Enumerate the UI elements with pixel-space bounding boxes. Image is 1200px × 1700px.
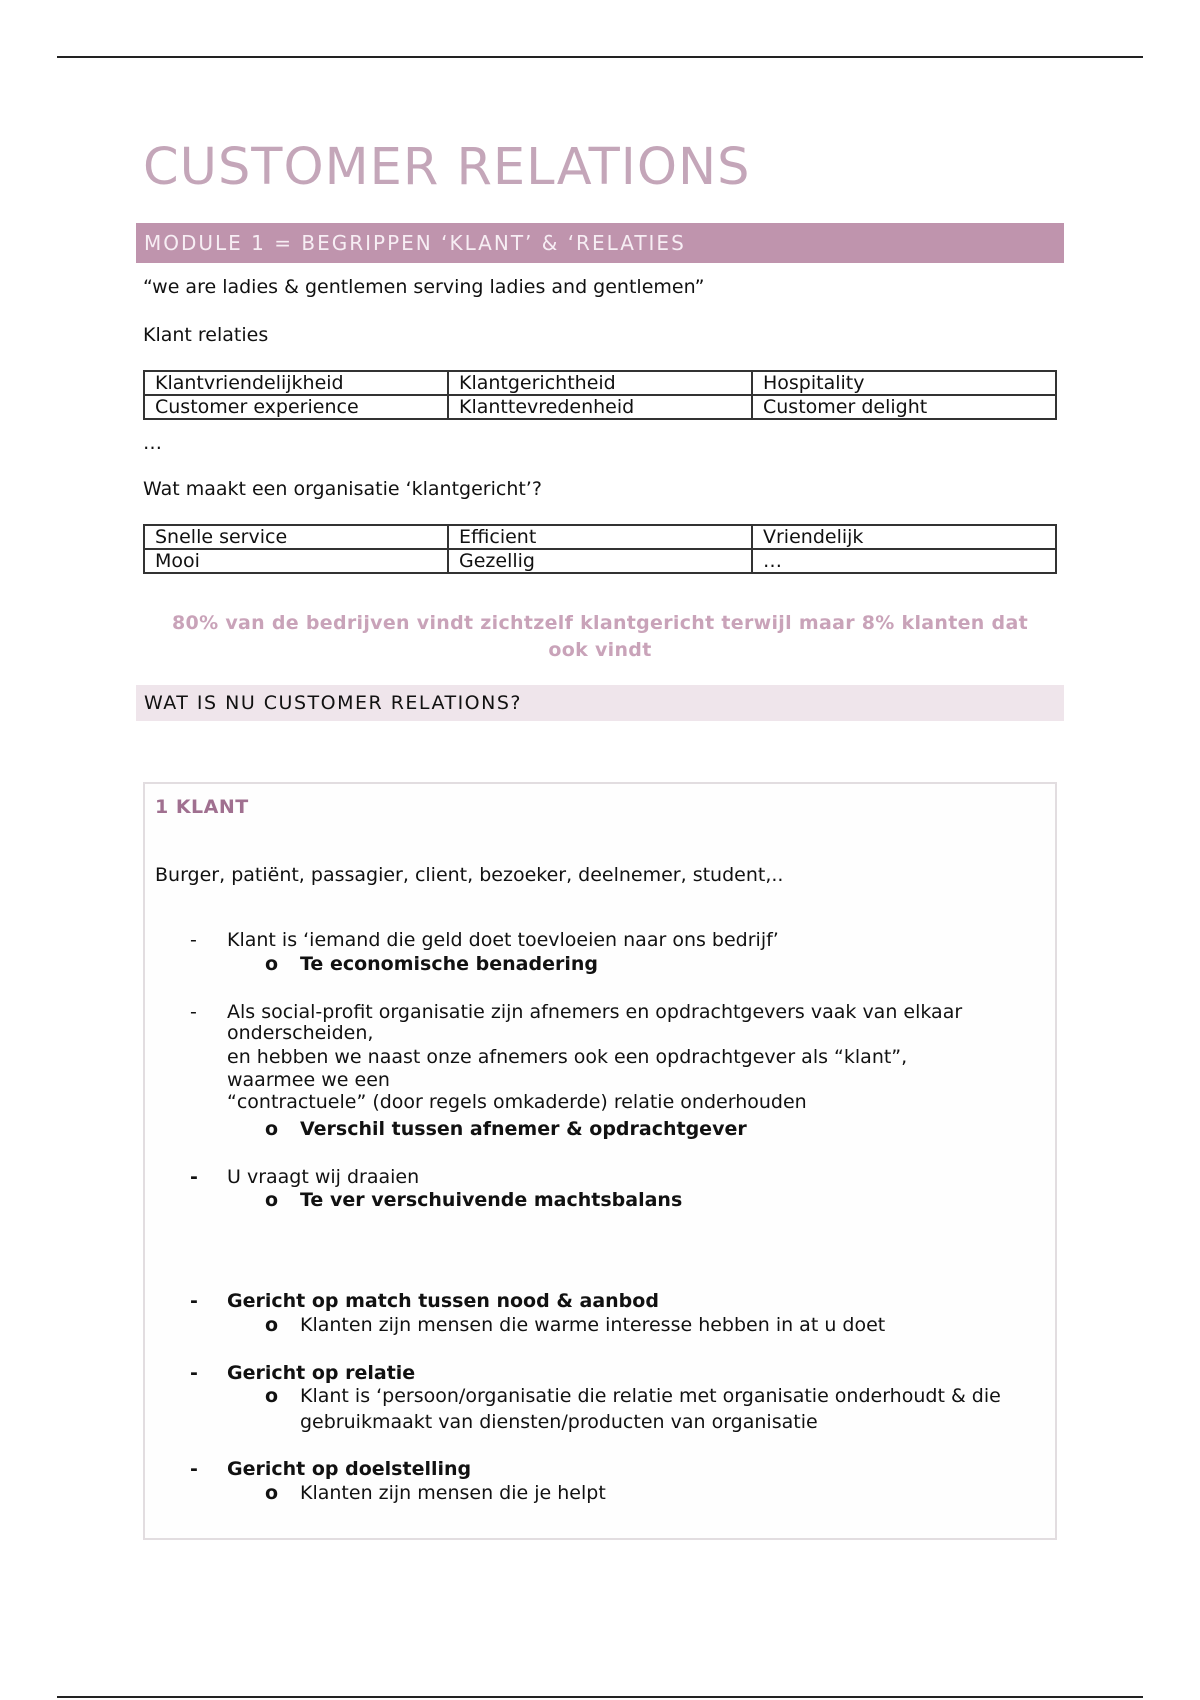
sub-item: Klant is ‘persoon/organisatie die relatie met organisatie onderhoudt & die: [300, 1385, 1001, 1407]
sub-bullet: o: [265, 1385, 279, 1407]
table-row: [144, 371, 1056, 395]
sub-bullet: o: [265, 1189, 279, 1211]
dash-bullet: -: [190, 1001, 197, 1023]
bottom-rule: [57, 1696, 1143, 1698]
table-row: [144, 525, 1056, 549]
table-row: [144, 549, 1056, 573]
table-cell: Klanttevredenheid: [448, 395, 752, 419]
box-heading: 1 KLANT: [155, 796, 249, 818]
dash-bullet: -: [190, 1166, 198, 1188]
box-intro: Burger, patiënt, passagier, client, bezoeker, deelnemer, student,..: [155, 864, 784, 886]
module-heading: MODULE 1 = BEGRIPPEN ‘KLANT’ & ‘RELATIES: [136, 223, 1064, 263]
list-item: Klant is ‘iemand die geld doet toevloeien naar ons bedrijf’: [227, 929, 779, 951]
table-row: [144, 395, 1056, 419]
table-cell: Efficient: [448, 525, 752, 549]
table-cell: Klantvriendelijkheid: [144, 371, 448, 395]
page-title: CUSTOMER RELATIONS: [143, 138, 751, 197]
top-rule: [57, 56, 1143, 58]
table-cell: …: [752, 549, 1056, 573]
table-cell: Mooi: [144, 549, 448, 573]
klant-relaties-table: [143, 370, 1057, 420]
sub-item: Klanten zijn mensen die warme interesse hebben in at u doet: [300, 1314, 886, 1336]
highlight-line: ook vindt: [548, 639, 652, 661]
table-cell: Snelle service: [144, 525, 448, 549]
ellipsis: …: [143, 432, 162, 454]
table-cell: Customer experience: [144, 395, 448, 419]
list-item-line: en hebben we naast onze afnemers ook een opdrachtgever als “klant”,: [227, 1046, 908, 1068]
sub-item-line: gebruikmaakt van diensten/producten van organisatie: [300, 1411, 818, 1433]
list-item: Als social-profit organisatie zijn afnemers en opdrachtgevers vaak van elkaar: [227, 1001, 963, 1023]
sub-bullet: o: [265, 1314, 279, 1336]
dash-bullet: -: [190, 929, 197, 951]
klant-relaties-label: Klant relaties: [143, 324, 269, 346]
highlight-line: 80% van de bedrijven vindt zichtzelf klantgericht terwijl maar 8% klanten dat: [172, 612, 1028, 634]
list-item: Gericht op doelstelling: [227, 1458, 472, 1480]
list-item-line: onderscheiden,: [227, 1022, 374, 1044]
list-item: U vraagt wij draaien: [227, 1166, 420, 1188]
dash-bullet: -: [190, 1362, 198, 1384]
sub-item: Te ver verschuivende machtsbalans: [300, 1189, 683, 1211]
dash-bullet: -: [190, 1290, 198, 1312]
dash-bullet: -: [190, 1458, 198, 1480]
table-cell: Customer delight: [752, 395, 1056, 419]
sub-item: Verschil tussen afnemer & opdrachtgever: [300, 1118, 747, 1140]
table-cell: Hospitality: [752, 371, 1056, 395]
section-heading: WAT IS NU CUSTOMER RELATIONS?: [136, 685, 1064, 721]
sub-item: Te economische benadering: [300, 953, 598, 975]
question: Wat maakt een organisatie ‘klantgericht’?: [143, 478, 542, 500]
table-cell: Vriendelijk: [752, 525, 1056, 549]
list-item-line: “contractuele” (door regels omkaderde) relatie onderhouden: [227, 1091, 807, 1113]
sub-bullet: o: [265, 953, 279, 975]
quote: “we are ladies & gentlemen serving ladies and gentlemen”: [143, 276, 705, 298]
list-item: Gericht op relatie: [227, 1362, 416, 1384]
highlight-statement: [143, 610, 1057, 664]
table-cell: Klantgerichtheid: [448, 371, 752, 395]
sub-item: Klanten zijn mensen die je helpt: [300, 1482, 606, 1504]
list-item: Gericht op match tussen nood & aanbod: [227, 1290, 659, 1312]
sub-bullet: o: [265, 1482, 279, 1504]
list-item-line: waarmee we een: [227, 1069, 390, 1091]
sub-bullet: o: [265, 1118, 279, 1140]
klant-box: [143, 782, 1057, 1540]
klantgericht-table: [143, 524, 1057, 574]
table-cell: Gezellig: [448, 549, 752, 573]
